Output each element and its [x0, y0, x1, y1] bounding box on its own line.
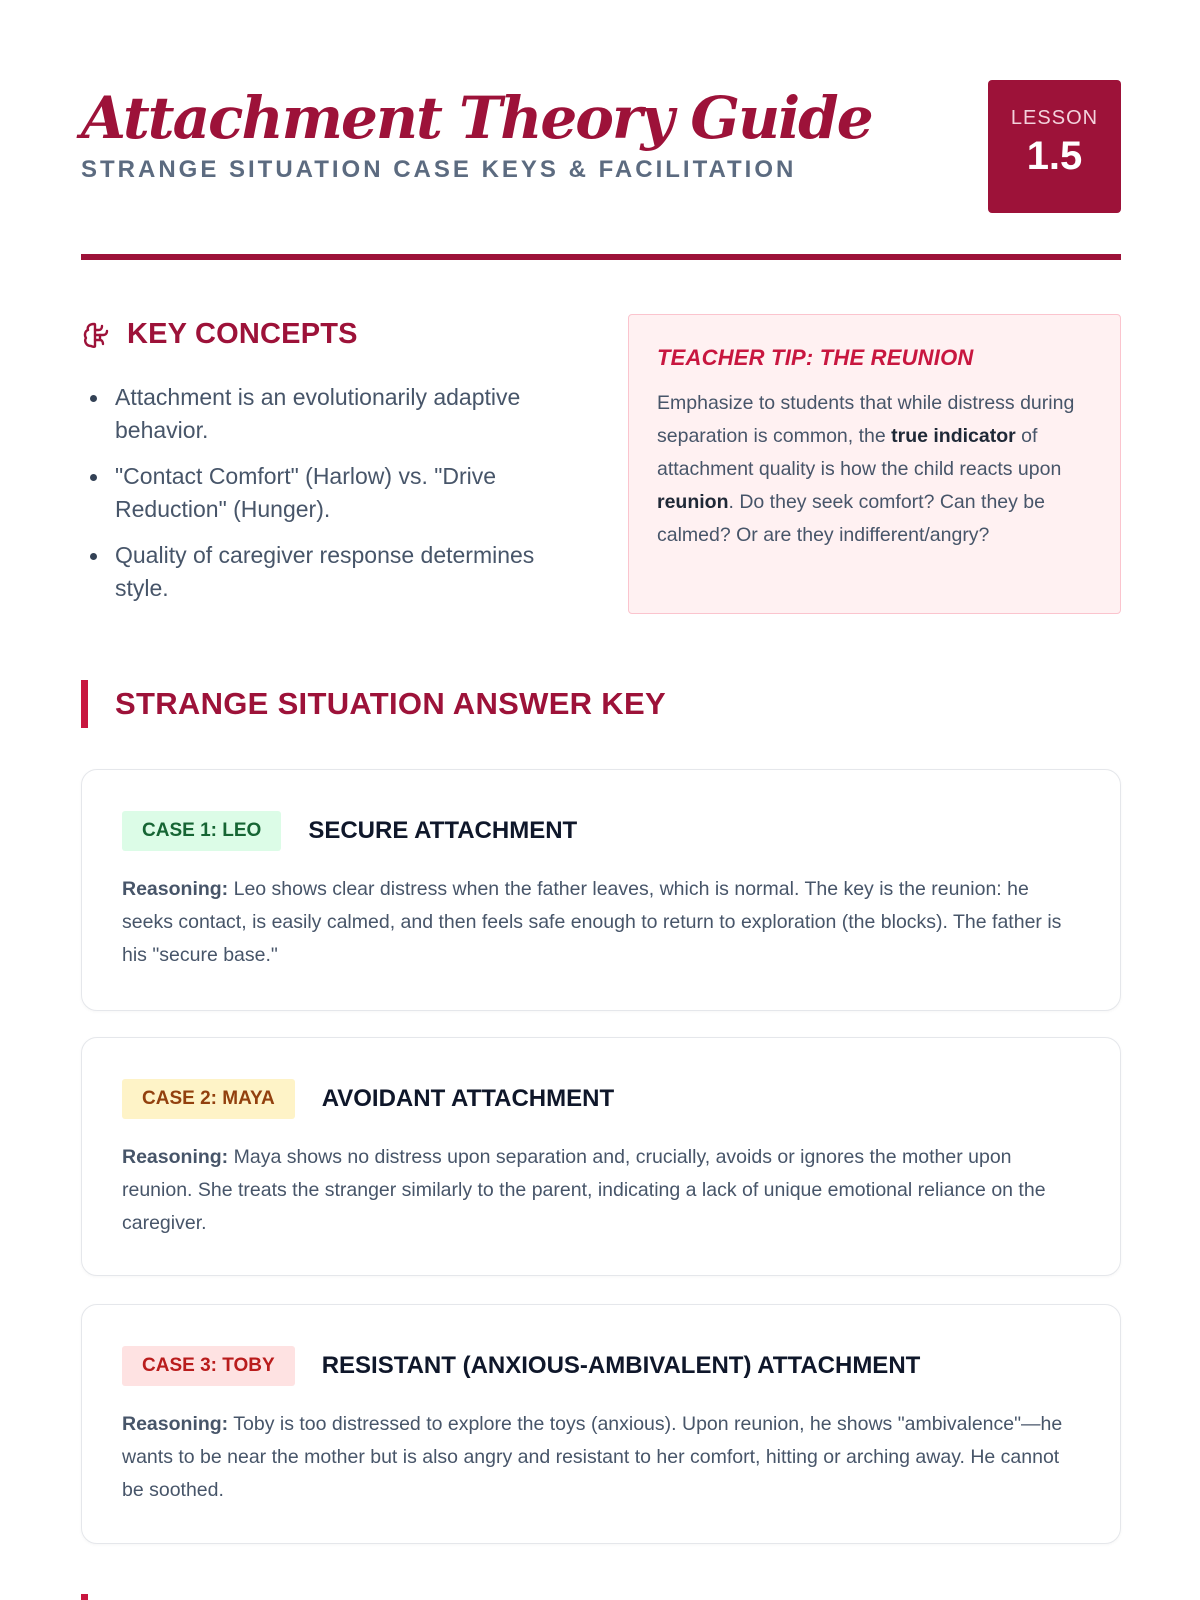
attachment-type: AVOIDANT ATTACHMENT: [321, 1085, 615, 1112]
tip-text: Emphasize to students that while distress during separation is common, the: [657, 392, 1075, 447]
tip-emphasis: reunion: [657, 491, 729, 513]
attachment-type: RESISTANT (ANXIOUS-AMBIVALENT) ATTACHMENT: [321, 1352, 921, 1379]
answer-key-heading: STRANGE SITUATION ANSWER KEY: [81, 680, 666, 728]
case-card: [81, 1037, 1121, 1276]
reasoning-label: Reasoning:: [122, 878, 229, 900]
key-concepts-section: [81, 318, 581, 618]
case-tag: CASE 1: LEO: [122, 811, 281, 851]
case-header: [122, 1079, 1080, 1119]
brain-icon: [81, 319, 113, 351]
lesson-badge: [988, 80, 1121, 213]
page-header: [81, 80, 1121, 260]
page-title: Attachment Theory Guide: [81, 84, 872, 152]
reasoning-text: Toby is too distressed to explore the toys (anxious). Upon reunion, he shows "ambivalence"—he wants to be near the mother but is also angry and resistant to her comfort, hitting or arching away. He cannot be soothed.: [122, 1413, 1063, 1501]
case-card: [81, 769, 1121, 1011]
reasoning-label: Reasoning:: [122, 1413, 229, 1435]
case-reasoning: [122, 1408, 1080, 1507]
key-concepts-title: KEY CONCEPTS: [127, 318, 358, 350]
teacher-tip-title: TEACHER TIP: THE REUNION: [657, 345, 974, 370]
attachment-type: SECURE ATTACHMENT: [308, 817, 578, 844]
lesson-label: LESSON: [1010, 107, 1099, 129]
page-subtitle: STRANGE SITUATION CASE KEYS & FACILITATION: [81, 156, 797, 183]
tip-text: . Do they seek comfort? Can they be calmed? Or are they indifferent/angry?: [657, 491, 1045, 546]
case-card: [81, 1304, 1121, 1544]
case-header: [122, 811, 1080, 851]
case-reasoning: [122, 1141, 1080, 1240]
lesson-number: 1.5: [1026, 134, 1083, 178]
case-reasoning: [122, 873, 1080, 972]
header-divider: [81, 254, 1121, 260]
reasoning-label: Reasoning:: [122, 1146, 229, 1168]
key-concepts-heading: [81, 318, 581, 351]
case-tag: CASE 3: TOBY: [122, 1346, 295, 1386]
list-item: Quality of caregiver response determines style.: [81, 539, 581, 605]
teacher-tip-box: [628, 314, 1121, 614]
case-tag: CASE 2: MAYA: [122, 1079, 295, 1119]
tip-text: of attachment quality is how the child reacts upon: [657, 425, 1062, 480]
teacher-tip-body: [657, 387, 1092, 552]
list-item: "Contact Comfort" (Harlow) vs. "Drive Reduction" (Hunger).: [81, 460, 581, 526]
reasoning-text: Leo shows clear distress when the father leaves, which is normal. The key is the reunion: he seeks contact, is easily calmed, and then feels safe enough to return to exploration (the blocks). The father is his "secure base.": [122, 878, 1062, 966]
tip-emphasis: true indicator: [891, 425, 1016, 447]
key-concepts-list: [81, 381, 581, 605]
list-item: Attachment is an evolutionarily adaptive behavior.: [81, 381, 581, 447]
reasoning-text: Maya shows no distress upon separation and, crucially, avoids or ignores the mother upon reunion. She treats the stranger similarly to the parent, indicating a lack of unique emotional reliance on the caregiver.: [122, 1146, 1046, 1234]
case-header: [122, 1346, 1080, 1386]
next-section-accent: [81, 1594, 88, 1600]
